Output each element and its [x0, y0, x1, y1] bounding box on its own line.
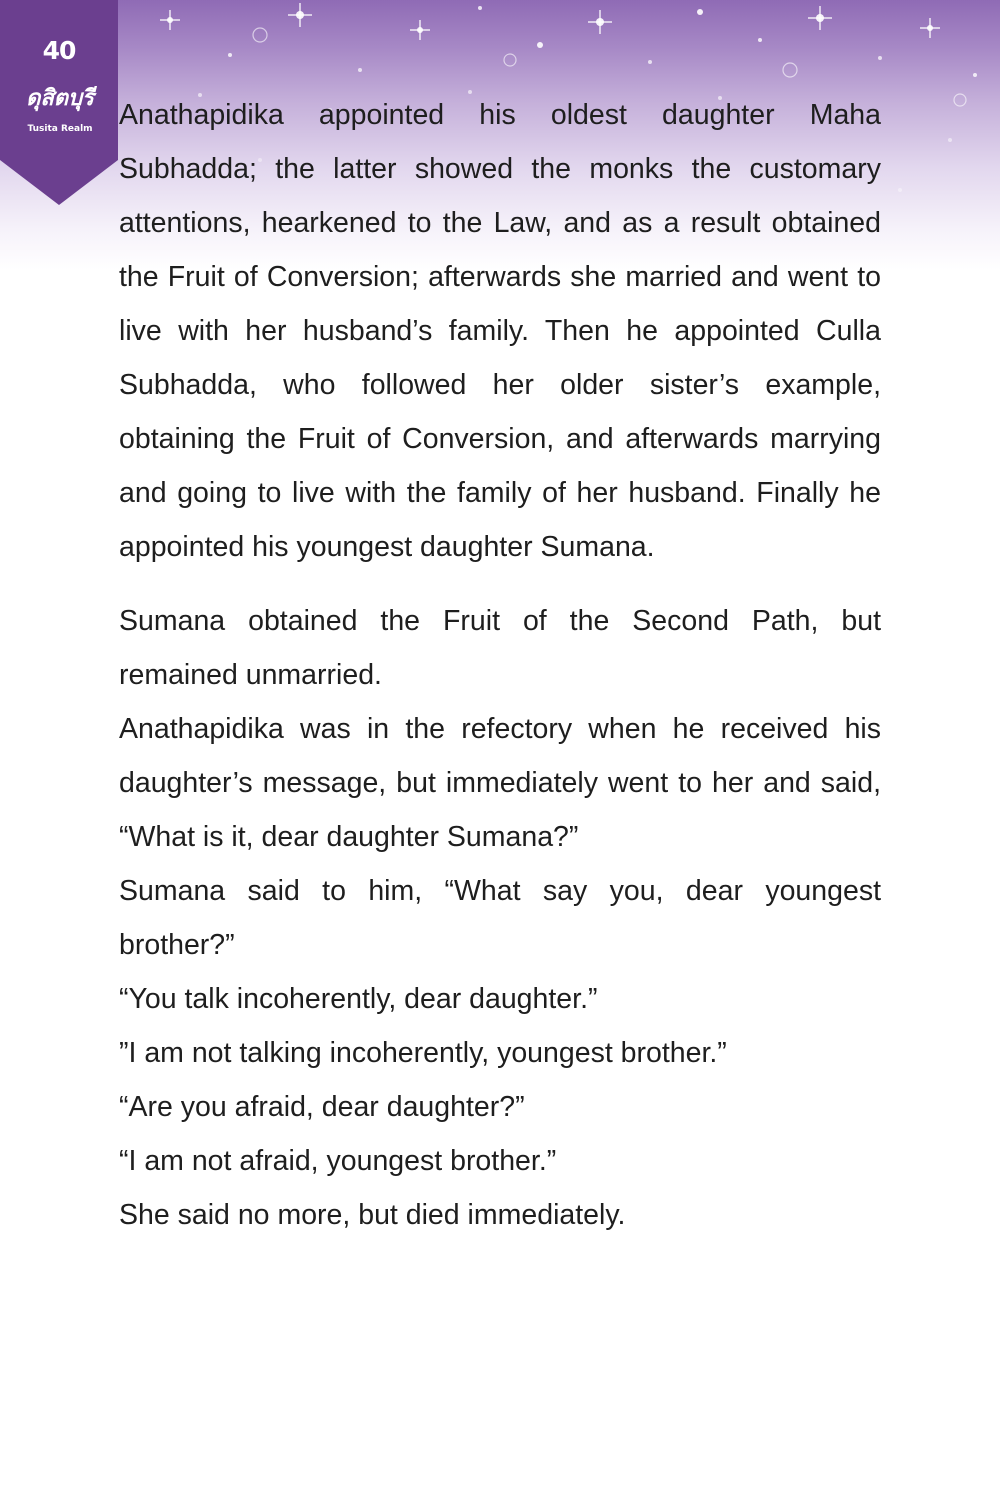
dialogue-line: ”I am not talking incoherently, youngest brother.” [119, 1037, 727, 1069]
paragraph: Sumana said to him, “What say you, dear youngest brother?” [119, 875, 881, 961]
dialogue-line: “Are you afraid, dear daughter?” [119, 1091, 525, 1123]
page-body [119, 88, 881, 1242]
publication-logo-subtitle: Tusita Realm [27, 124, 93, 134]
paragraph: Anathapidika was in the refectory when he received his daughter’s message, but immediately went to her and said, “What is it, dear daughter Sumana?” [119, 713, 881, 853]
closing-line: She said no more, but died immediately. [119, 1199, 626, 1231]
publication-logo: ดุสิตบุรี [26, 85, 94, 111]
page-number: 40 [42, 36, 76, 65]
dialogue-line: “I am not afraid, youngest brother.” [119, 1145, 557, 1177]
dialogue-line: “You talk incoherently, dear daughter.” [119, 983, 598, 1015]
paragraph: Anathapidika appointed his oldest daughter Maha Subhadda; the latter showed the monks the customary attentions, hearkened to the Law, and as a result obtained the Fruit of Conversion; afterwards she married and went to live with her husband’s family. Then he appointed Culla Subhadda, who followed her older sister’s example, obtaining the Fruit of Conversion, and afterwards marrying and going to live with the family of her husband. Finally he appointed his youngest daughter Sumana. [119, 99, 881, 563]
paragraph: Sumana obtained the Fruit of the Second Path, but remained unmarried. [119, 605, 881, 691]
